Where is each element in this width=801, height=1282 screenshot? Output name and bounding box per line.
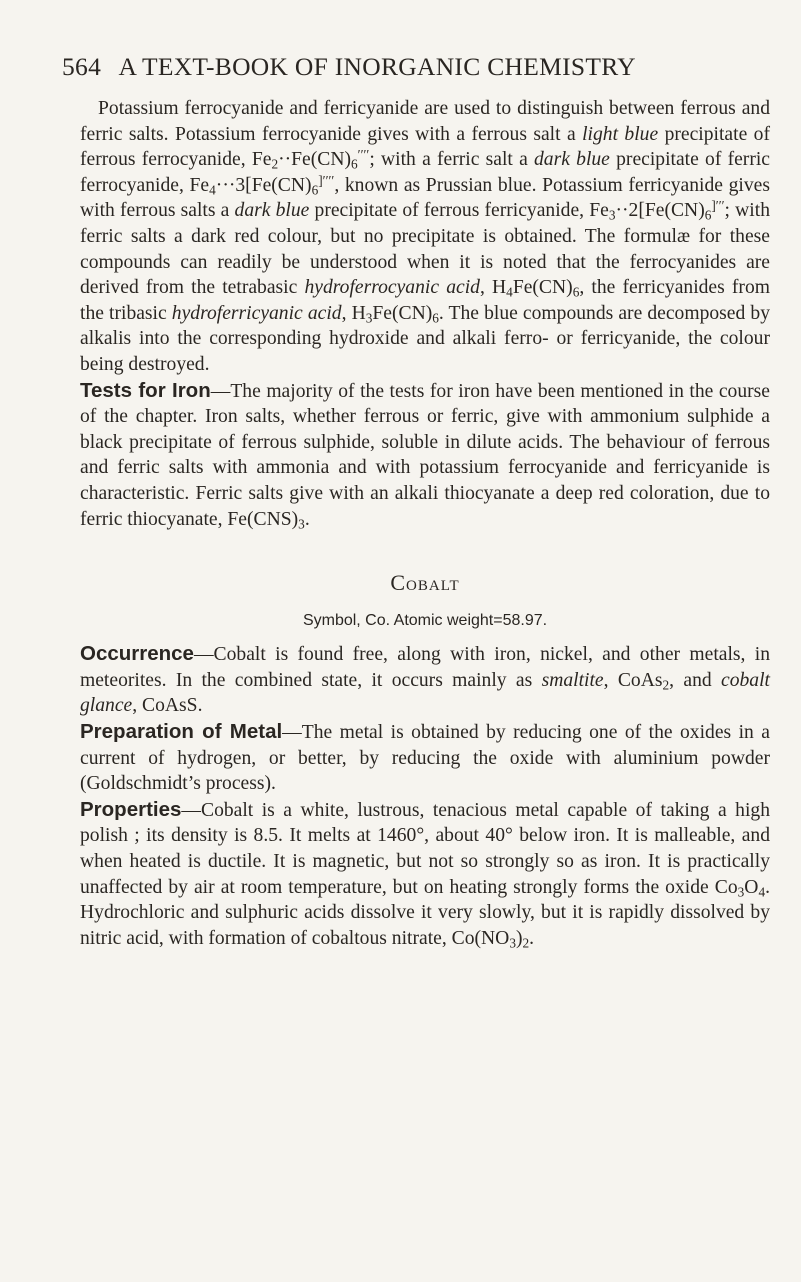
subscript: 2 [522, 935, 530, 951]
emphasis: cobalt glance [80, 669, 770, 717]
emphasis: dark blue [534, 149, 610, 171]
text-run: —The majority of the tests for iron have been mentioned in the course of the chapter. Iron salts, whether ferrous or ferric, give with ammonium sulphide a black precipitate of ferrous sulphide, soluble in dilute acids. The behaviour of ferrous and ferric salts with ammonia and with potassium ferrocyanide and ferricyanide is characteristic. Ferric salts give with an alkali thiocyanate a deep red coloration, due to ferric thiocyanate, Fe(CNS) [80, 380, 770, 530]
text-run: , and [669, 669, 722, 691]
paragraph-cyanides [80, 96, 770, 378]
subscript: 3 [737, 883, 745, 899]
superscript: ′′′′ [357, 147, 370, 163]
text-run: ; with ferric salts a dark red colour, but no precipitate is obtained. The formulæ for these compounds can readily be understood when it is noted that the ferrocyanides are derived from the tetrabasic [80, 200, 770, 299]
section-heading-tests: Tests for Iron [80, 378, 211, 402]
subscript: 2 [662, 677, 670, 693]
superscript: ]′′′ [711, 198, 725, 214]
text-run: . [529, 927, 535, 949]
text-run: , the ferricyanides from the tribasic [80, 277, 770, 324]
emphasis: hydroferricyanic acid [171, 302, 342, 324]
page-number: 564 [62, 52, 102, 81]
paragraph-occurrence [80, 641, 770, 719]
subscript: 4 [506, 284, 513, 300]
superscript: ]′′′′ [318, 172, 335, 188]
text-run: , CoAsS. [132, 695, 203, 717]
symbol-atomic-weight: Symbol, Co. Atomic weight=58.97. [302, 611, 548, 629]
emphasis: light blue [582, 123, 659, 145]
text-run: ···3[Fe(CN) [215, 174, 312, 196]
text-run: . [304, 508, 310, 530]
text-run: Fe(CN) [512, 277, 573, 299]
text-run: ··2[Fe(CN) [615, 200, 705, 222]
text-run: —Cobalt is a white, lustrous, tenacious metal capable of taking a high polish ; its density is 8.5. It melts at 1460°, about 40° below iron. It is malleable, and when heated is ductile. It is magnetic, but not so strongly so as iron. It is practically unaffected by air at room temperature, but on heating strongly forms the oxide Co [80, 799, 770, 898]
text-run: precipitate of ferric ferrocyanide, Fe [80, 149, 770, 196]
subscript: 3 [298, 515, 305, 531]
text-run: Fe(CN) [372, 302, 433, 324]
section-heading-properties: Properties [80, 797, 182, 821]
subscript: 3 [509, 935, 516, 951]
text-run: ) [515, 927, 523, 949]
subscript: 2 [271, 156, 279, 172]
subscript: 6 [351, 156, 358, 172]
text-run: ; with a ferric salt a [369, 149, 534, 171]
paragraph-preparation [80, 719, 770, 797]
text-run: , known as Prussian blue. Potassium ferricyanide gives with ferrous salts a [80, 174, 770, 222]
paragraph-properties [80, 797, 770, 952]
text-run: , H [341, 302, 366, 324]
section-heading-preparation: Preparation of Metal [80, 720, 283, 744]
subscript: 6 [311, 182, 319, 198]
subscript: 6 [572, 284, 580, 300]
text-run: Potassium ferrocyanide and ferricyanide are used to distinguish between ferrous and ferric salts. Potassium ferrocyanide gives with a ferrous salt a [80, 98, 770, 145]
text-run: . Hydrochloric and sulphuric acids dissolve it very slowly, but it is rapidly dissolved by nitric acid, with formation of cobaltous nitrate, Co(NO [80, 876, 770, 949]
running-title: A TEXT-BOOK OF INORGANIC CHEMISTRY [118, 52, 636, 81]
text-run: —The metal is obtained by reducing one of the oxides in a current of hydrogen, or better, by reducing the oxide with aluminium powder (Goldschmidt’s process). [80, 722, 770, 795]
subscript: 4 [758, 883, 766, 899]
emphasis: smaltite [541, 669, 604, 691]
text-run: , H [479, 277, 507, 299]
text-run: , CoAs [603, 669, 663, 691]
subscript: 6 [432, 310, 439, 326]
text-run: —Cobalt is found free, along with iron, nickel, and other metals, in meteorites. In the combined state, it occurs mainly as [80, 644, 770, 691]
text-run: O [744, 876, 759, 898]
emphasis: dark blue [234, 200, 310, 222]
section-heading-occurrence: Occurrence [80, 642, 194, 666]
emphasis: hydroferrocyanic acid [304, 277, 480, 299]
subscript: 3 [365, 310, 373, 326]
text-run: precipitate of ferrous ferricyanide, Fe [309, 200, 609, 222]
running-head [62, 52, 752, 82]
paragraph-tests-for-iron [80, 378, 770, 533]
subscript: 4 [209, 182, 216, 198]
text-run: precipitate of ferrous ferrocyanide, Fe [80, 123, 770, 171]
text-run: . The blue compounds are decomposed by alkalis into the corresponding hydroxide and alkali ferro- or ferricyanide, the colour being destroyed. [80, 302, 770, 375]
page-body [80, 96, 770, 951]
text-run: ··Fe(CN) [278, 149, 352, 171]
section-title-cobalt: Cobalt [390, 570, 460, 596]
subscript: 6 [704, 207, 712, 223]
subscript: 3 [608, 207, 616, 223]
